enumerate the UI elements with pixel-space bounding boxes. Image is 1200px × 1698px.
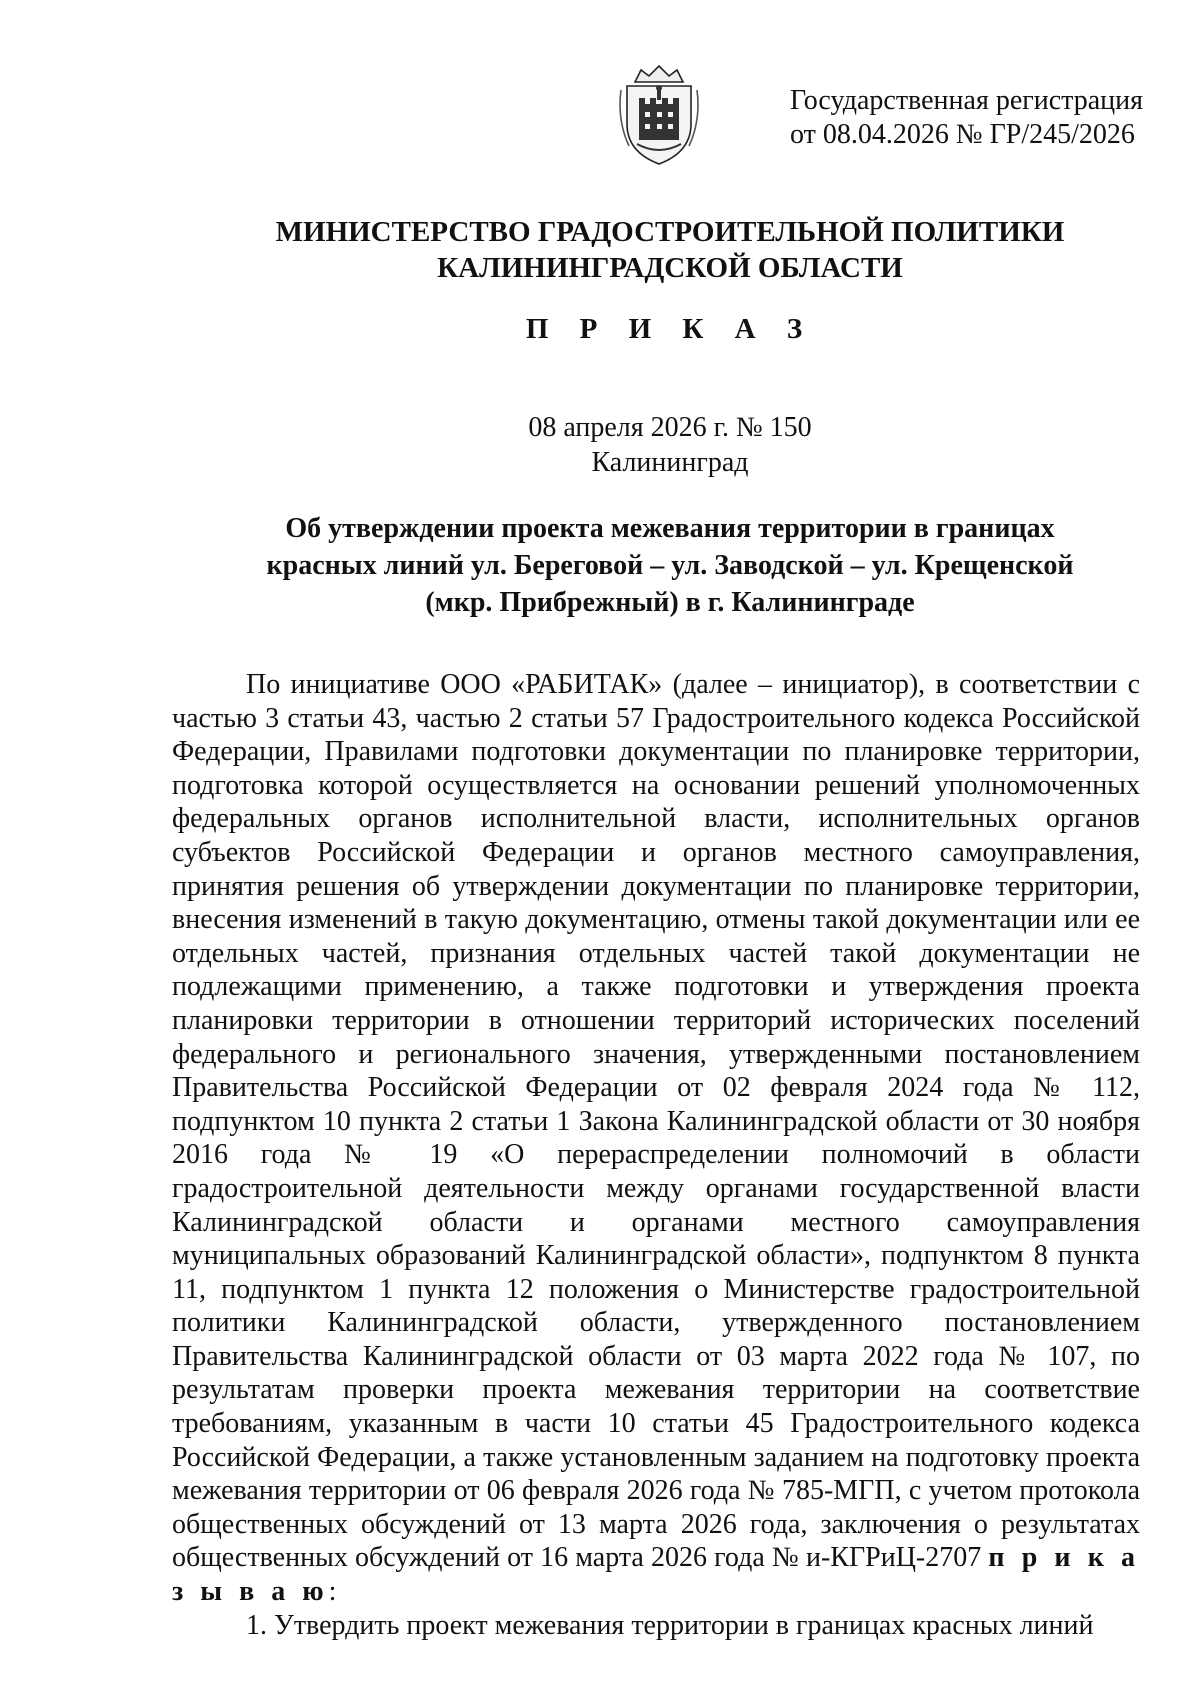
registration-label: Государственная регистрация (790, 85, 1143, 116)
order-date-number: 08 апреля 2026 г. № 150 (528, 412, 812, 443)
document-type-title: П Р И К А З (525, 313, 815, 345)
order-body (172, 668, 1140, 1642)
order-subject (200, 510, 1140, 621)
coat-of-arms-icon (617, 60, 701, 168)
subject-line-2: красных линий ул. Береговой – ул. Заводской – ул. Крещенской (266, 550, 1074, 581)
preamble-text: По инициативе ООО «РАБИТАК» (далее – инициатор), в соответствии с частью 3 статьи 43, частью 2 статьи 57 Градостроительного кодекса Российской Федерации, Правилами подготовки документации по планировке территории, подготовка которой осуществляется на основании решений уполномоченных федеральных органов исполнительной власти, исполнительных органов субъектов Российской Федерации и органов местного самоуправления, принятия решения об утверждении документации по планировке территории, внесения изменений в такую документацию, отмены такой документации или ее отдельных частей, признания отдельных частей такой документации не подлежащими применению, а также подготовки и утверждения проекта планировки территории в отношении территорий исторических поселений федерального и регионального значения, утвержденными постановлением Правительства Российской Федерации от 02 февраля 2024 года № 112, подпунктом 10 пункта 2 статьи 1 Закона Калининградской области от 30 ноября 2016 года № 19 «О перераспределении полномочий в области градостроительной деятельности между органами государственной власти Калининградской области и органами местного самоуправления муниципальных образований Калининградской области», подпунктом 8 пункта 11, подпунктом 1 пункта 12 положения о Министерстве градостроительной политики Калининградской области, утвержденного постановлением Правительства Калининградской области от 03 марта 2022 года № 107, по результатам проверки проекта межевания территории на соответствие требованиям, указанным в части 10 статьи 45 Градостроительного кодекса Российской Федерации, а также установленным заданием на подготовку проекта межевания территории от 06 февраля 2026 года № 785-МГП, с учетом протокола общественных обсуждений от 13 марта 2026 года, заключения о результатах общественных обсуждений от 16 марта 2026 года № и-КГРиЦ-2707 (172, 669, 1140, 1574)
subject-line-3: (мкр. Прибрежный) в г. Калининграде (425, 587, 915, 618)
registration-number: от 08.04.2026 № ГР/245/2026 (790, 119, 1135, 150)
ministry-name (120, 214, 1200, 286)
state-registration (790, 84, 1160, 152)
order-city: Калининград (591, 447, 749, 478)
subject-line-1: Об утверждении проекта межевания территории в границах (285, 513, 1055, 544)
order-colon: : (328, 1576, 337, 1608)
preamble-paragraph (172, 668, 1140, 1609)
ministry-line-1: МИНИСТЕРСТВО ГРАДОСТРОИТЕЛЬНОЙ ПОЛИТИКИ (275, 216, 1065, 248)
order-keyword: п р и к а з ы в а ю (172, 1542, 1140, 1608)
ministry-line-2: КАЛИНИНГРАДСКОЙ ОБЛАСТИ (437, 252, 903, 284)
order-point-1: 1. Утвердить проект межевания территории в границах красных линий (246, 1609, 1094, 1641)
order-date-place (120, 410, 1200, 480)
